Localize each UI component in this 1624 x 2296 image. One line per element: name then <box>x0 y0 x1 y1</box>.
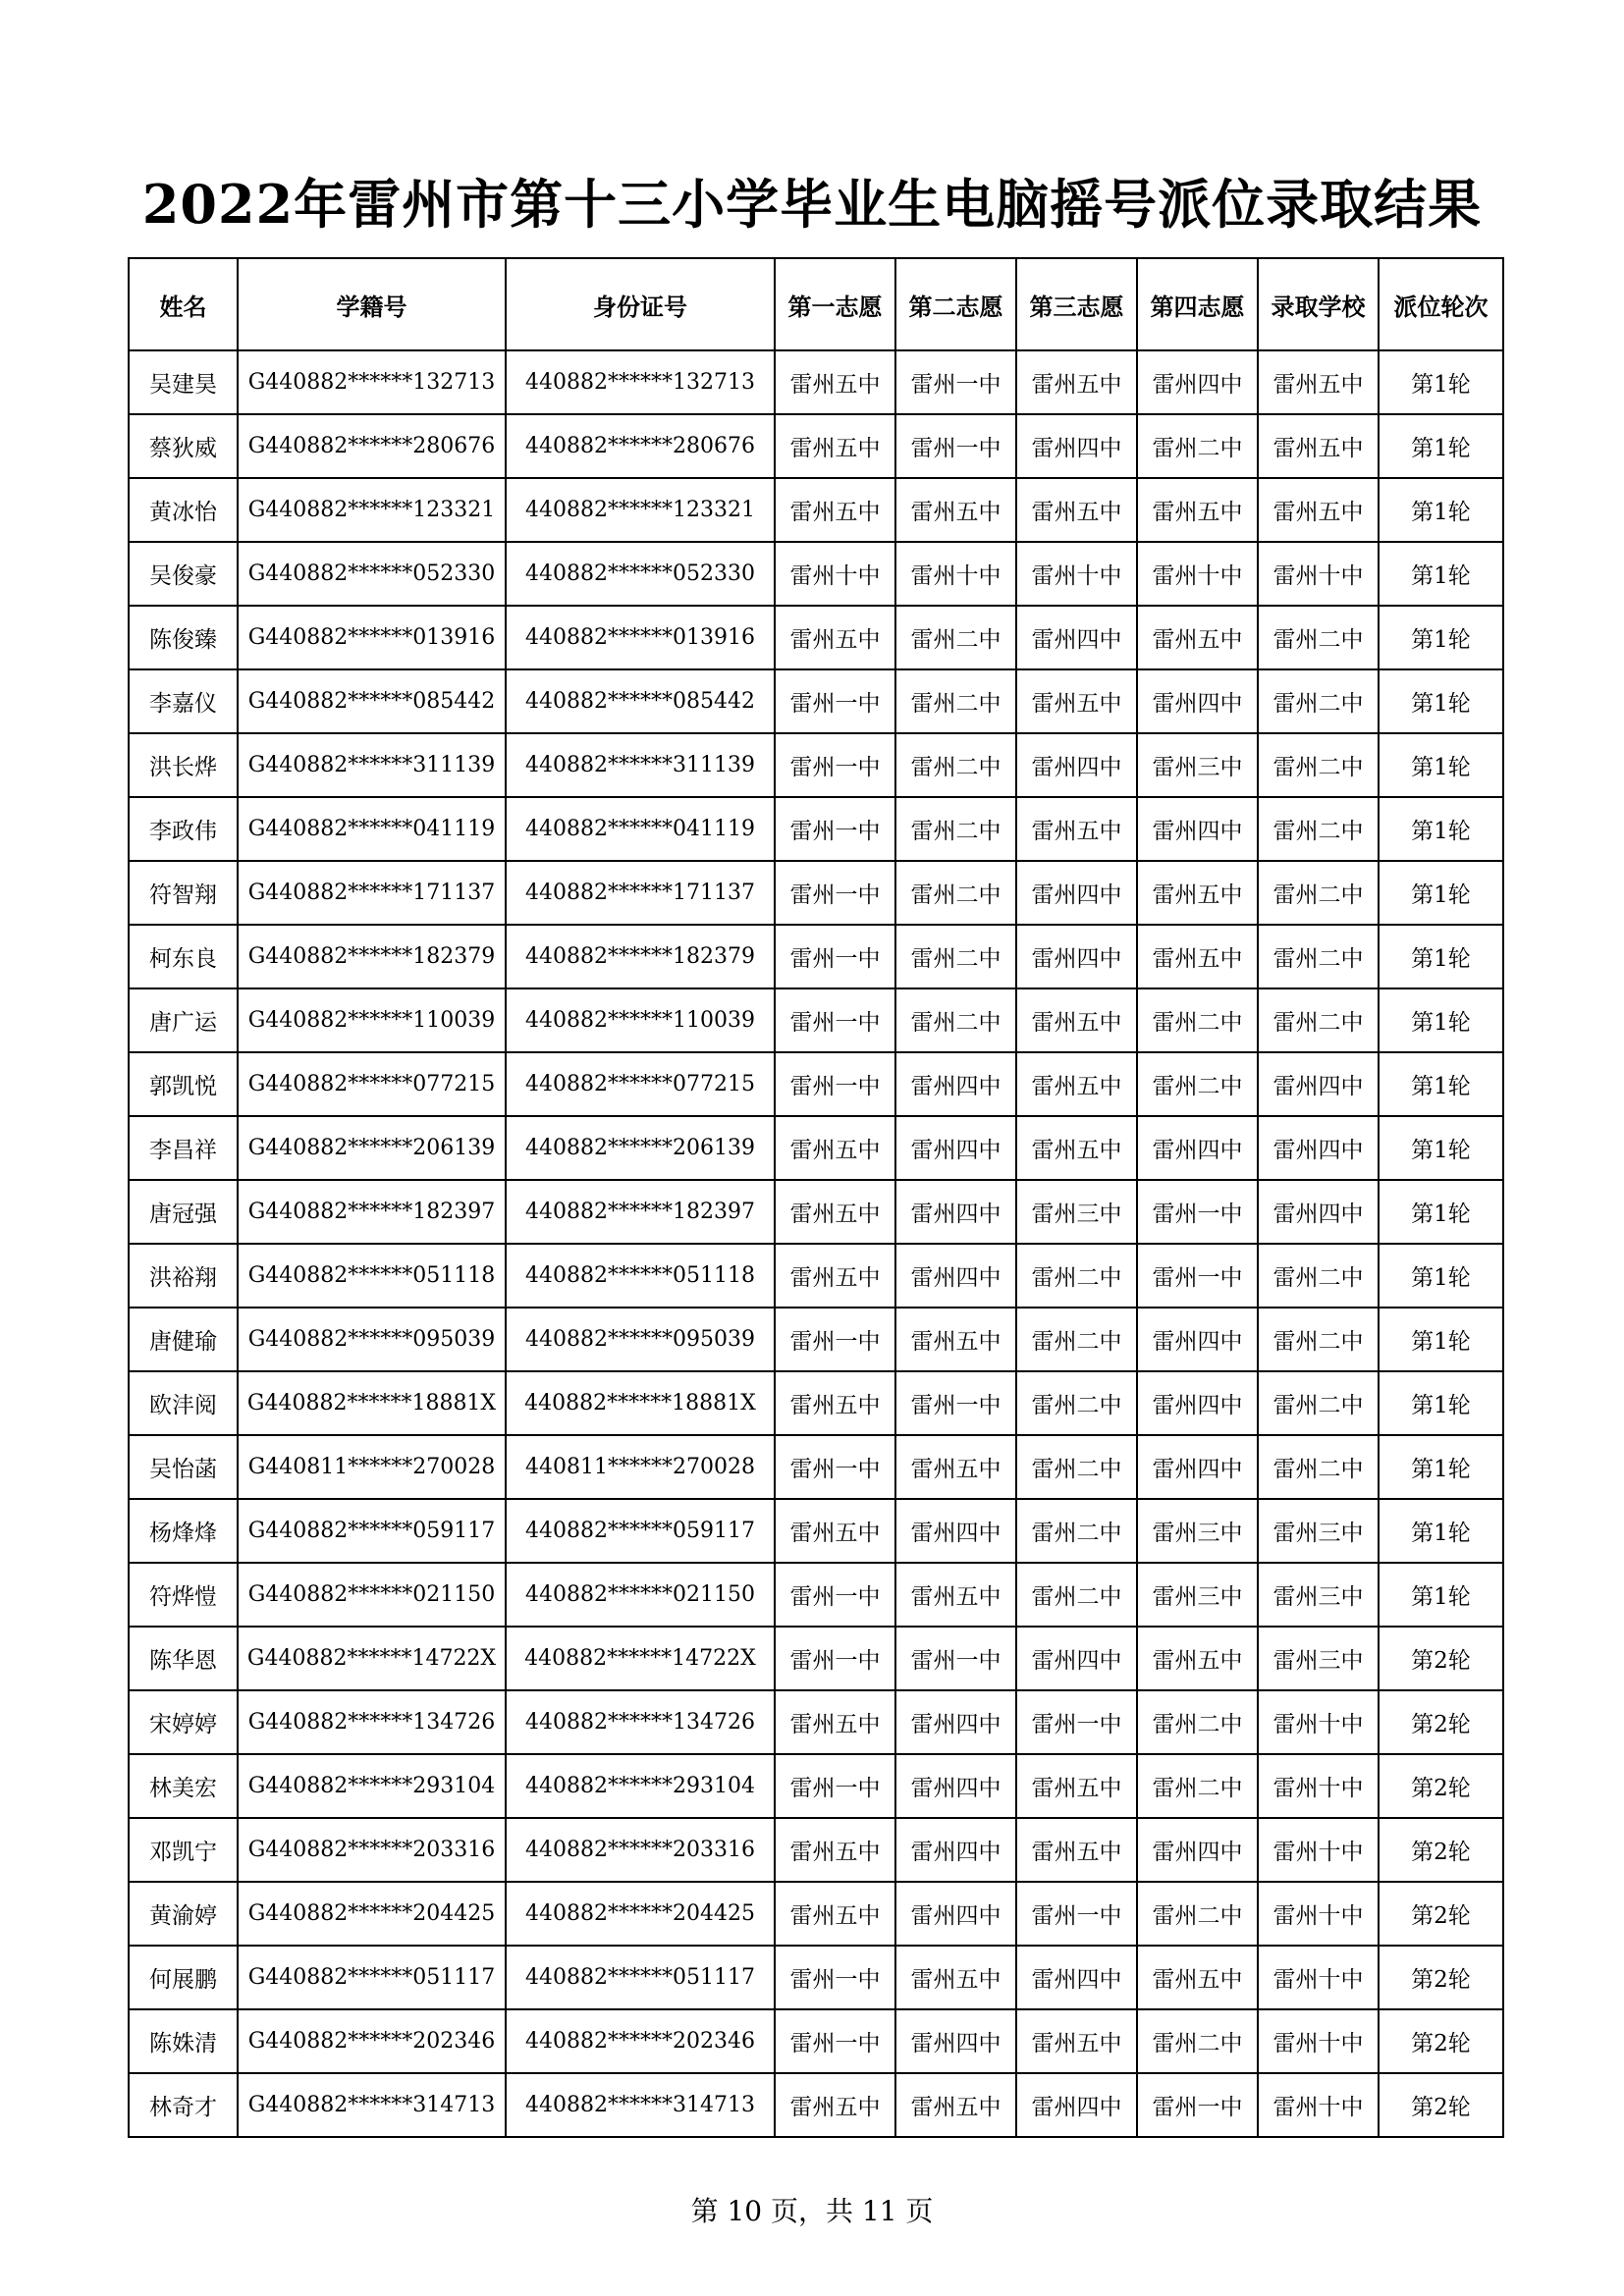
allocation-round: 第2轮 <box>1379 1690 1503 1754</box>
student-id-header: 学籍号 <box>238 258 506 350</box>
student-name: 唐健瑜 <box>129 1308 238 1371</box>
first-choice: 雷州五中 <box>775 1371 895 1435</box>
third-choice: 雷州一中 <box>1016 1882 1137 1946</box>
third-choice: 雷州四中 <box>1016 1627 1137 1690</box>
third-choice: 雷州四中 <box>1016 861 1137 925</box>
table-row <box>129 350 1503 414</box>
fourth-choice: 雷州三中 <box>1137 733 1258 797</box>
allocation-round: 第1轮 <box>1379 988 1503 1052</box>
student-id: G440882******202346 <box>238 2009 506 2073</box>
table-row <box>129 669 1503 733</box>
student-name: 陈姝清 <box>129 2009 238 2073</box>
third-choice: 雷州五中 <box>1016 2009 1137 2073</box>
fourth-choice: 雷州三中 <box>1137 1499 1258 1563</box>
table-row <box>129 1754 1503 1818</box>
first-choice: 雷州一中 <box>775 861 895 925</box>
id-card-number: 440882******123321 <box>506 478 775 542</box>
student-id: G440882******051117 <box>238 1946 506 2009</box>
table-row <box>129 1946 1503 2009</box>
fourth-choice: 雷州一中 <box>1137 1180 1258 1244</box>
table-row <box>129 1308 1503 1371</box>
id-card-number: 440882******132713 <box>506 350 775 414</box>
allocation-round: 第1轮 <box>1379 797 1503 861</box>
id-card-number: 440882******14722X <box>506 1627 775 1690</box>
fourth-choice: 雷州二中 <box>1137 1754 1258 1818</box>
first-choice: 雷州五中 <box>775 606 895 669</box>
second-choice: 雷州二中 <box>895 861 1016 925</box>
student-name: 陈俊臻 <box>129 606 238 669</box>
id-card-number: 440882******280676 <box>506 414 775 478</box>
fourth-choice: 雷州五中 <box>1137 925 1258 988</box>
id-card-number: 440882******204425 <box>506 1882 775 1946</box>
allocation-round: 第1轮 <box>1379 861 1503 925</box>
fourth-choice: 雷州二中 <box>1137 2009 1258 2073</box>
third-choice: 雷州二中 <box>1016 1499 1137 1563</box>
student-name: 柯东良 <box>129 925 238 988</box>
id-card-number: 440882******314713 <box>506 2073 775 2137</box>
second-choice: 雷州四中 <box>895 1180 1016 1244</box>
student-name: 杨烽烽 <box>129 1499 238 1563</box>
fourth-choice: 雷州二中 <box>1137 1882 1258 1946</box>
allocation-round: 第1轮 <box>1379 1308 1503 1371</box>
id-card-number: 440882******293104 <box>506 1754 775 1818</box>
student-id: G440882******171137 <box>238 861 506 925</box>
page-title: 2022年雷州市第十三小学毕业生电脑摇号派位录取结果 <box>141 173 1483 236</box>
first-choice: 雷州一中 <box>775 797 895 861</box>
student-id: G440882******059117 <box>238 1499 506 1563</box>
student-name: 宋婷婷 <box>129 1690 238 1754</box>
id-card-number: 440882******041119 <box>506 797 775 861</box>
first-choice: 雷州一中 <box>775 1435 895 1499</box>
admitted-school: 雷州十中 <box>1258 2009 1379 2073</box>
third-choice: 雷州四中 <box>1016 1946 1137 2009</box>
table-row <box>129 1627 1503 1690</box>
fourth-choice: 雷州三中 <box>1137 1563 1258 1627</box>
second-choice: 雷州四中 <box>895 1818 1016 1882</box>
student-id: G440882******077215 <box>238 1052 506 1116</box>
third-choice: 雷州四中 <box>1016 733 1137 797</box>
second-choice: 雷州二中 <box>895 925 1016 988</box>
fourth-choice: 雷州四中 <box>1137 1116 1258 1180</box>
third-choice: 雷州二中 <box>1016 1308 1137 1371</box>
third-choice: 雷州二中 <box>1016 1435 1137 1499</box>
allocation-round: 第1轮 <box>1379 1052 1503 1116</box>
id-card-number: 440811******270028 <box>506 1435 775 1499</box>
first-choice: 雷州五中 <box>775 478 895 542</box>
fourth-choice: 雷州二中 <box>1137 414 1258 478</box>
student-id: G440882******314713 <box>238 2073 506 2137</box>
admitted-school: 雷州二中 <box>1258 1308 1379 1371</box>
second-choice: 雷州四中 <box>895 1690 1016 1754</box>
id-card-number: 440882******052330 <box>506 542 775 606</box>
table-row <box>129 797 1503 861</box>
student-id: G440882******085442 <box>238 669 506 733</box>
second-choice: 雷州五中 <box>895 478 1016 542</box>
second-choice: 雷州二中 <box>895 797 1016 861</box>
id-card-number: 440882******18881X <box>506 1371 775 1435</box>
id-card-header: 身份证号 <box>506 258 775 350</box>
first-choice: 雷州五中 <box>775 1180 895 1244</box>
second-choice: 雷州五中 <box>895 1435 1016 1499</box>
first-choice: 雷州五中 <box>775 414 895 478</box>
first-choice: 雷州十中 <box>775 542 895 606</box>
admitted-school: 雷州十中 <box>1258 1690 1379 1754</box>
table-row <box>129 1244 1503 1308</box>
table-row <box>129 1180 1503 1244</box>
table-row <box>129 542 1503 606</box>
table-row <box>129 1371 1503 1435</box>
table-row <box>129 1052 1503 1116</box>
student-name: 林奇才 <box>129 2073 238 2137</box>
student-name: 吴建昊 <box>129 350 238 414</box>
first-choice: 雷州一中 <box>775 1946 895 2009</box>
id-card-number: 440882******171137 <box>506 861 775 925</box>
table-row <box>129 1690 1503 1754</box>
allocation-round: 第2轮 <box>1379 1946 1503 2009</box>
admitted-school: 雷州二中 <box>1258 606 1379 669</box>
student-id: G440882******041119 <box>238 797 506 861</box>
fourth-choice: 雷州五中 <box>1137 1627 1258 1690</box>
allocation-round: 第1轮 <box>1379 542 1503 606</box>
fourth-choice: 雷州四中 <box>1137 350 1258 414</box>
second-choice: 雷州五中 <box>895 2073 1016 2137</box>
fourth-choice: 雷州二中 <box>1137 1052 1258 1116</box>
header-row <box>129 258 1503 350</box>
allocation-round: 第1轮 <box>1379 478 1503 542</box>
student-name: 洪长烨 <box>129 733 238 797</box>
admitted-school: 雷州二中 <box>1258 988 1379 1052</box>
admitted-school: 雷州十中 <box>1258 542 1379 606</box>
id-card-number: 440882******134726 <box>506 1690 775 1754</box>
admitted-school: 雷州二中 <box>1258 733 1379 797</box>
allocation-round: 第2轮 <box>1379 1754 1503 1818</box>
allocation-round: 第1轮 <box>1379 350 1503 414</box>
fourth-choice: 雷州五中 <box>1137 606 1258 669</box>
third-choice: 雷州五中 <box>1016 669 1137 733</box>
third-choice: 雷州五中 <box>1016 1052 1137 1116</box>
student-id: G440882******051118 <box>238 1244 506 1308</box>
first-choice: 雷州一中 <box>775 1627 895 1690</box>
id-card-number: 440882******206139 <box>506 1116 775 1180</box>
student-id: G440882******293104 <box>238 1754 506 1818</box>
student-id: G440882******311139 <box>238 733 506 797</box>
admitted-school: 雷州五中 <box>1258 478 1379 542</box>
second-choice: 雷州一中 <box>895 1627 1016 1690</box>
student-name: 李昌祥 <box>129 1116 238 1180</box>
table-row <box>129 2009 1503 2073</box>
fourth-choice: 雷州四中 <box>1137 1818 1258 1882</box>
allocation-round: 第1轮 <box>1379 606 1503 669</box>
third-choice: 雷州五中 <box>1016 478 1137 542</box>
student-id: G440882******095039 <box>238 1308 506 1371</box>
first-choice: 雷州五中 <box>775 1116 895 1180</box>
table-row <box>129 1499 1503 1563</box>
student-name: 郭凯悦 <box>129 1052 238 1116</box>
admitted-school: 雷州四中 <box>1258 1052 1379 1116</box>
second-choice: 雷州五中 <box>895 1563 1016 1627</box>
choice-1-header: 第一志愿 <box>775 258 895 350</box>
admitted-school: 雷州十中 <box>1258 1882 1379 1946</box>
third-choice: 雷州十中 <box>1016 542 1137 606</box>
second-choice: 雷州一中 <box>895 414 1016 478</box>
student-id: G440882******123321 <box>238 478 506 542</box>
allocation-round: 第1轮 <box>1379 1499 1503 1563</box>
id-card-number: 440882******085442 <box>506 669 775 733</box>
id-card-number: 440882******013916 <box>506 606 775 669</box>
admitted-school: 雷州二中 <box>1258 925 1379 988</box>
admitted-school: 雷州三中 <box>1258 1563 1379 1627</box>
allocation-round: 第2轮 <box>1379 1627 1503 1690</box>
student-name: 邓凯宁 <box>129 1818 238 1882</box>
second-choice: 雷州五中 <box>895 1308 1016 1371</box>
second-choice: 雷州二中 <box>895 669 1016 733</box>
fourth-choice: 雷州四中 <box>1137 1435 1258 1499</box>
fourth-choice: 雷州五中 <box>1137 1946 1258 2009</box>
student-name: 符智翔 <box>129 861 238 925</box>
allocation-round: 第1轮 <box>1379 1563 1503 1627</box>
id-card-number: 440882******059117 <box>506 1499 775 1563</box>
first-choice: 雷州五中 <box>775 1690 895 1754</box>
second-choice: 雷州四中 <box>895 2009 1016 2073</box>
fourth-choice: 雷州五中 <box>1137 861 1258 925</box>
third-choice: 雷州一中 <box>1016 1690 1137 1754</box>
fourth-choice: 雷州四中 <box>1137 1308 1258 1371</box>
admitted-school: 雷州十中 <box>1258 1818 1379 1882</box>
second-choice: 雷州四中 <box>895 1116 1016 1180</box>
second-choice: 雷州一中 <box>895 350 1016 414</box>
student-id: G440882******021150 <box>238 1563 506 1627</box>
id-card-number: 440882******051118 <box>506 1244 775 1308</box>
fourth-choice: 雷州四中 <box>1137 1371 1258 1435</box>
third-choice: 雷州五中 <box>1016 1818 1137 1882</box>
allocation-round: 第2轮 <box>1379 2009 1503 2073</box>
third-choice: 雷州四中 <box>1016 2073 1137 2137</box>
student-id: G440882******182379 <box>238 925 506 988</box>
student-name: 欧沣阅 <box>129 1371 238 1435</box>
admitted-school: 雷州十中 <box>1258 1946 1379 2009</box>
third-choice: 雷州五中 <box>1016 988 1137 1052</box>
table-body <box>129 350 1503 2137</box>
second-choice: 雷州二中 <box>895 988 1016 1052</box>
table-row <box>129 1563 1503 1627</box>
third-choice: 雷州五中 <box>1016 1754 1137 1818</box>
student-name: 李嘉仪 <box>129 669 238 733</box>
allocation-round: 第1轮 <box>1379 1116 1503 1180</box>
third-choice: 雷州三中 <box>1016 1180 1137 1244</box>
student-name: 唐冠强 <box>129 1180 238 1244</box>
table-row <box>129 606 1503 669</box>
first-choice: 雷州一中 <box>775 1563 895 1627</box>
student-id: G440882******280676 <box>238 414 506 478</box>
student-id: G440882******203316 <box>238 1818 506 1882</box>
student-id: G440882******206139 <box>238 1116 506 1180</box>
fourth-choice: 雷州四中 <box>1137 669 1258 733</box>
student-name: 蔡狄威 <box>129 414 238 478</box>
table-row <box>129 1818 1503 1882</box>
admitted-school: 雷州十中 <box>1258 1754 1379 1818</box>
admitted-school: 雷州十中 <box>1258 2073 1379 2137</box>
first-choice: 雷州一中 <box>775 669 895 733</box>
second-choice: 雷州二中 <box>895 733 1016 797</box>
second-choice: 雷州十中 <box>895 542 1016 606</box>
third-choice: 雷州五中 <box>1016 350 1137 414</box>
admitted-school: 雷州五中 <box>1258 414 1379 478</box>
student-name: 李政伟 <box>129 797 238 861</box>
first-choice: 雷州一中 <box>775 1754 895 1818</box>
table-row <box>129 478 1503 542</box>
student-name: 黄渝婷 <box>129 1882 238 1946</box>
admitted-school: 雷州二中 <box>1258 797 1379 861</box>
admitted-school: 雷州三中 <box>1258 1627 1379 1690</box>
first-choice: 雷州一中 <box>775 1308 895 1371</box>
first-choice: 雷州一中 <box>775 925 895 988</box>
page-footer: 第 10 页，共 11 页 <box>690 2195 934 2227</box>
third-choice: 雷州二中 <box>1016 1244 1137 1308</box>
admitted-school-header: 录取学校 <box>1258 258 1379 350</box>
first-choice: 雷州五中 <box>775 1244 895 1308</box>
allocation-round: 第1轮 <box>1379 669 1503 733</box>
third-choice: 雷州五中 <box>1016 797 1137 861</box>
third-choice: 雷州四中 <box>1016 925 1137 988</box>
table-row <box>129 1435 1503 1499</box>
admitted-school: 雷州三中 <box>1258 1499 1379 1563</box>
student-name: 黄冰怡 <box>129 478 238 542</box>
allocation-round: 第1轮 <box>1379 414 1503 478</box>
allocation-round: 第2轮 <box>1379 1882 1503 1946</box>
first-choice: 雷州五中 <box>775 1818 895 1882</box>
admitted-school: 雷州四中 <box>1258 1116 1379 1180</box>
table-row <box>129 861 1503 925</box>
student-id: G440882******052330 <box>238 542 506 606</box>
first-choice: 雷州一中 <box>775 2009 895 2073</box>
admitted-school: 雷州二中 <box>1258 1244 1379 1308</box>
table-row <box>129 733 1503 797</box>
fourth-choice: 雷州一中 <box>1137 2073 1258 2137</box>
second-choice: 雷州四中 <box>895 1052 1016 1116</box>
third-choice: 雷州四中 <box>1016 414 1137 478</box>
allocation-round: 第2轮 <box>1379 2073 1503 2137</box>
fourth-choice: 雷州二中 <box>1137 1690 1258 1754</box>
third-choice: 雷州二中 <box>1016 1563 1137 1627</box>
student-name: 洪裕翔 <box>129 1244 238 1308</box>
student-name: 唐广运 <box>129 988 238 1052</box>
second-choice: 雷州四中 <box>895 1244 1016 1308</box>
choice-2-header: 第二志愿 <box>895 258 1016 350</box>
allocation-round: 第1轮 <box>1379 1371 1503 1435</box>
fourth-choice: 雷州五中 <box>1137 478 1258 542</box>
id-card-number: 440882******051117 <box>506 1946 775 2009</box>
name-header: 姓名 <box>129 258 238 350</box>
second-choice: 雷州五中 <box>895 1946 1016 2009</box>
results-table <box>128 257 1504 2138</box>
allocation-round: 第1轮 <box>1379 1435 1503 1499</box>
id-card-number: 440882******110039 <box>506 988 775 1052</box>
first-choice: 雷州一中 <box>775 1052 895 1116</box>
choice-4-header: 第四志愿 <box>1137 258 1258 350</box>
first-choice: 雷州一中 <box>775 988 895 1052</box>
admitted-school: 雷州二中 <box>1258 669 1379 733</box>
fourth-choice: 雷州十中 <box>1137 542 1258 606</box>
id-card-number: 440882******021150 <box>506 1563 775 1627</box>
admitted-school: 雷州二中 <box>1258 1435 1379 1499</box>
choice-3-header: 第三志愿 <box>1016 258 1137 350</box>
student-id: G440882******182397 <box>238 1180 506 1244</box>
id-card-number: 440882******095039 <box>506 1308 775 1371</box>
student-name: 林美宏 <box>129 1754 238 1818</box>
table-row <box>129 988 1503 1052</box>
allocation-round: 第1轮 <box>1379 1244 1503 1308</box>
table-row <box>129 1882 1503 1946</box>
first-choice: 雷州五中 <box>775 1499 895 1563</box>
third-choice: 雷州五中 <box>1016 1116 1137 1180</box>
admitted-school: 雷州二中 <box>1258 1371 1379 1435</box>
admitted-school: 雷州四中 <box>1258 1180 1379 1244</box>
student-id: G440882******132713 <box>238 350 506 414</box>
student-id: G440882******18881X <box>238 1371 506 1435</box>
admitted-school: 雷州五中 <box>1258 350 1379 414</box>
first-choice: 雷州五中 <box>775 2073 895 2137</box>
student-id: G440882******14722X <box>238 1627 506 1690</box>
student-name: 符烨愷 <box>129 1563 238 1627</box>
id-card-number: 440882******311139 <box>506 733 775 797</box>
id-card-number: 440882******077215 <box>506 1052 775 1116</box>
second-choice: 雷州一中 <box>895 1371 1016 1435</box>
second-choice: 雷州四中 <box>895 1499 1016 1563</box>
student-name: 吴俊豪 <box>129 542 238 606</box>
allocation-round: 第2轮 <box>1379 1818 1503 1882</box>
second-choice: 雷州四中 <box>895 1754 1016 1818</box>
third-choice: 雷州二中 <box>1016 1371 1137 1435</box>
admitted-school: 雷州二中 <box>1258 861 1379 925</box>
second-choice: 雷州二中 <box>895 606 1016 669</box>
second-choice: 雷州四中 <box>895 1882 1016 1946</box>
first-choice: 雷州五中 <box>775 350 895 414</box>
table-row <box>129 925 1503 988</box>
student-id: G440882******134726 <box>238 1690 506 1754</box>
id-card-number: 440882******182397 <box>506 1180 775 1244</box>
student-id: G440882******110039 <box>238 988 506 1052</box>
id-card-number: 440882******182379 <box>506 925 775 988</box>
first-choice: 雷州五中 <box>775 1882 895 1946</box>
student-name: 陈华恩 <box>129 1627 238 1690</box>
allocation-round: 第1轮 <box>1379 733 1503 797</box>
student-name: 吴怡菡 <box>129 1435 238 1499</box>
table-row <box>129 2073 1503 2137</box>
fourth-choice: 雷州四中 <box>1137 797 1258 861</box>
student-name: 何展鹏 <box>129 1946 238 2009</box>
fourth-choice: 雷州二中 <box>1137 988 1258 1052</box>
student-id: G440811******270028 <box>238 1435 506 1499</box>
fourth-choice: 雷州一中 <box>1137 1244 1258 1308</box>
allocation-round: 第1轮 <box>1379 925 1503 988</box>
table-row <box>129 414 1503 478</box>
student-id: G440882******013916 <box>238 606 506 669</box>
id-card-number: 440882******203316 <box>506 1818 775 1882</box>
third-choice: 雷州四中 <box>1016 606 1137 669</box>
id-card-number: 440882******202346 <box>506 2009 775 2073</box>
student-id: G440882******204425 <box>238 1882 506 1946</box>
allocation-round: 第1轮 <box>1379 1180 1503 1244</box>
table-row <box>129 1116 1503 1180</box>
first-choice: 雷州一中 <box>775 733 895 797</box>
round-header: 派位轮次 <box>1379 258 1503 350</box>
